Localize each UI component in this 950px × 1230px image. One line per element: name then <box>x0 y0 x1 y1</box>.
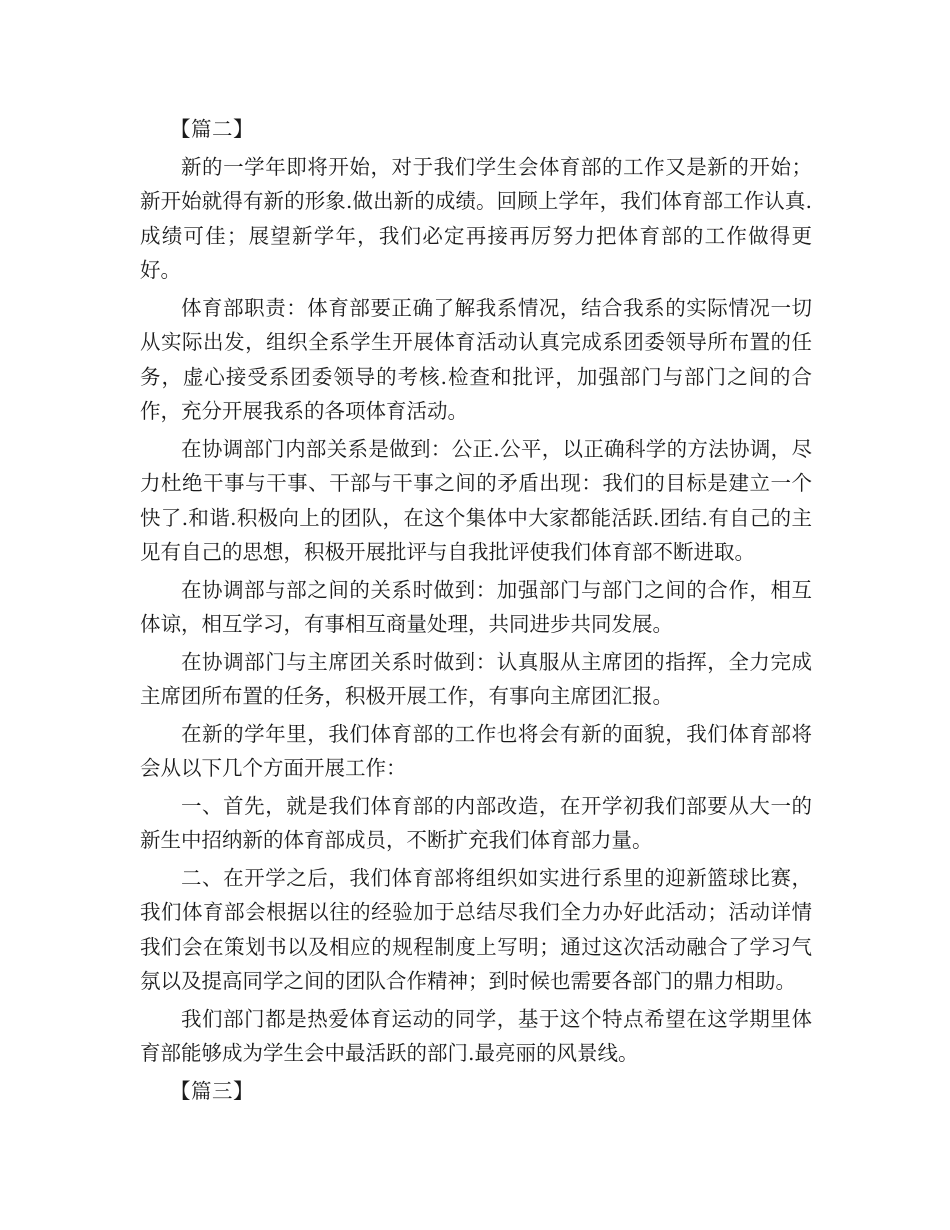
paragraph-plan-item-2: 二、在开学之后，我们体育部将组织如实进行系里的迎新篮球比赛，我们体育部会根据以往的经验加于总结尽我们全力办好此活动；活动详情我们会在策划书以及相应的规程制度上写明；通过这次活动融合了学习气氛以及提高同学之间的团队合作精神；到时候也需要各部门的鼎力相助。 <box>140 865 812 993</box>
section-heading-2: 【篇二】 <box>170 117 254 141</box>
paragraph-internal-relations: 在协调部门内部关系是做到：公正.公平，以正确科学的方法协调，尽力杜绝干事与干事、干部与干事之间的矛盾出现：我们的目标是建立一个快了.和谐.积极向上的团队，在这个集体中大家都能活跃.团结.有自己的主见有自己的思想，积极开展批评与自我批评使我们体育部不断进取。 <box>140 436 812 564</box>
section-heading-3: 【篇三】 <box>170 1078 254 1103</box>
paragraph-duties: 体育部职责：体育部要正确了解我系情况，结合我系的实际情况一切从实际出发，组织全系学生开展体育活动认真完成系团委领导所布置的任务，虚心接受系团委领导的考核.检查和批评，加强部门与部门之间的合作，充分开展我系的各项体育活动。 <box>140 295 812 423</box>
paragraph-plan-item-1: 一、首先，就是我们体育部的内部改造，在开学初我们部要从大一的新生中招纳新的体育部成员，不断扩充我们体育部力量。 <box>140 793 812 852</box>
document-body <box>140 112 812 1111</box>
paragraph-closing: 我们部门都是热爱体育运动的同学，基于这个特点希望在这学期里体育部能够成为学生会中最活跃的部门.最亮丽的风景线。 <box>140 1006 812 1065</box>
paragraph-new-year-plan: 在新的学年里，我们体育部的工作也将会有新的面貌，我们体育部将会从以下几个方面开展工作： <box>140 721 812 780</box>
paragraph-department-relations: 在协调部与部之间的关系时做到：加强部门与部门之间的合作，相互体谅，相互学习，有事相互商量处理，共同进步共同发展。 <box>140 577 812 636</box>
paragraph-intro: 新的一学年即将开始，对于我们学生会体育部的工作又是新的开始；新开始就得有新的形象.做出新的成绩。回顾上学年，我们体育部工作认真.成绩可佳；展望新学年，我们必定再接再厉努力把体育部的工作做得更好。 <box>140 154 812 282</box>
paragraph-presidium-relations: 在协调部门与主席团关系时做到：认真服从主席团的指挥，全力完成主席团所布置的任务，积极开展工作，有事向主席团汇报。 <box>140 649 812 708</box>
